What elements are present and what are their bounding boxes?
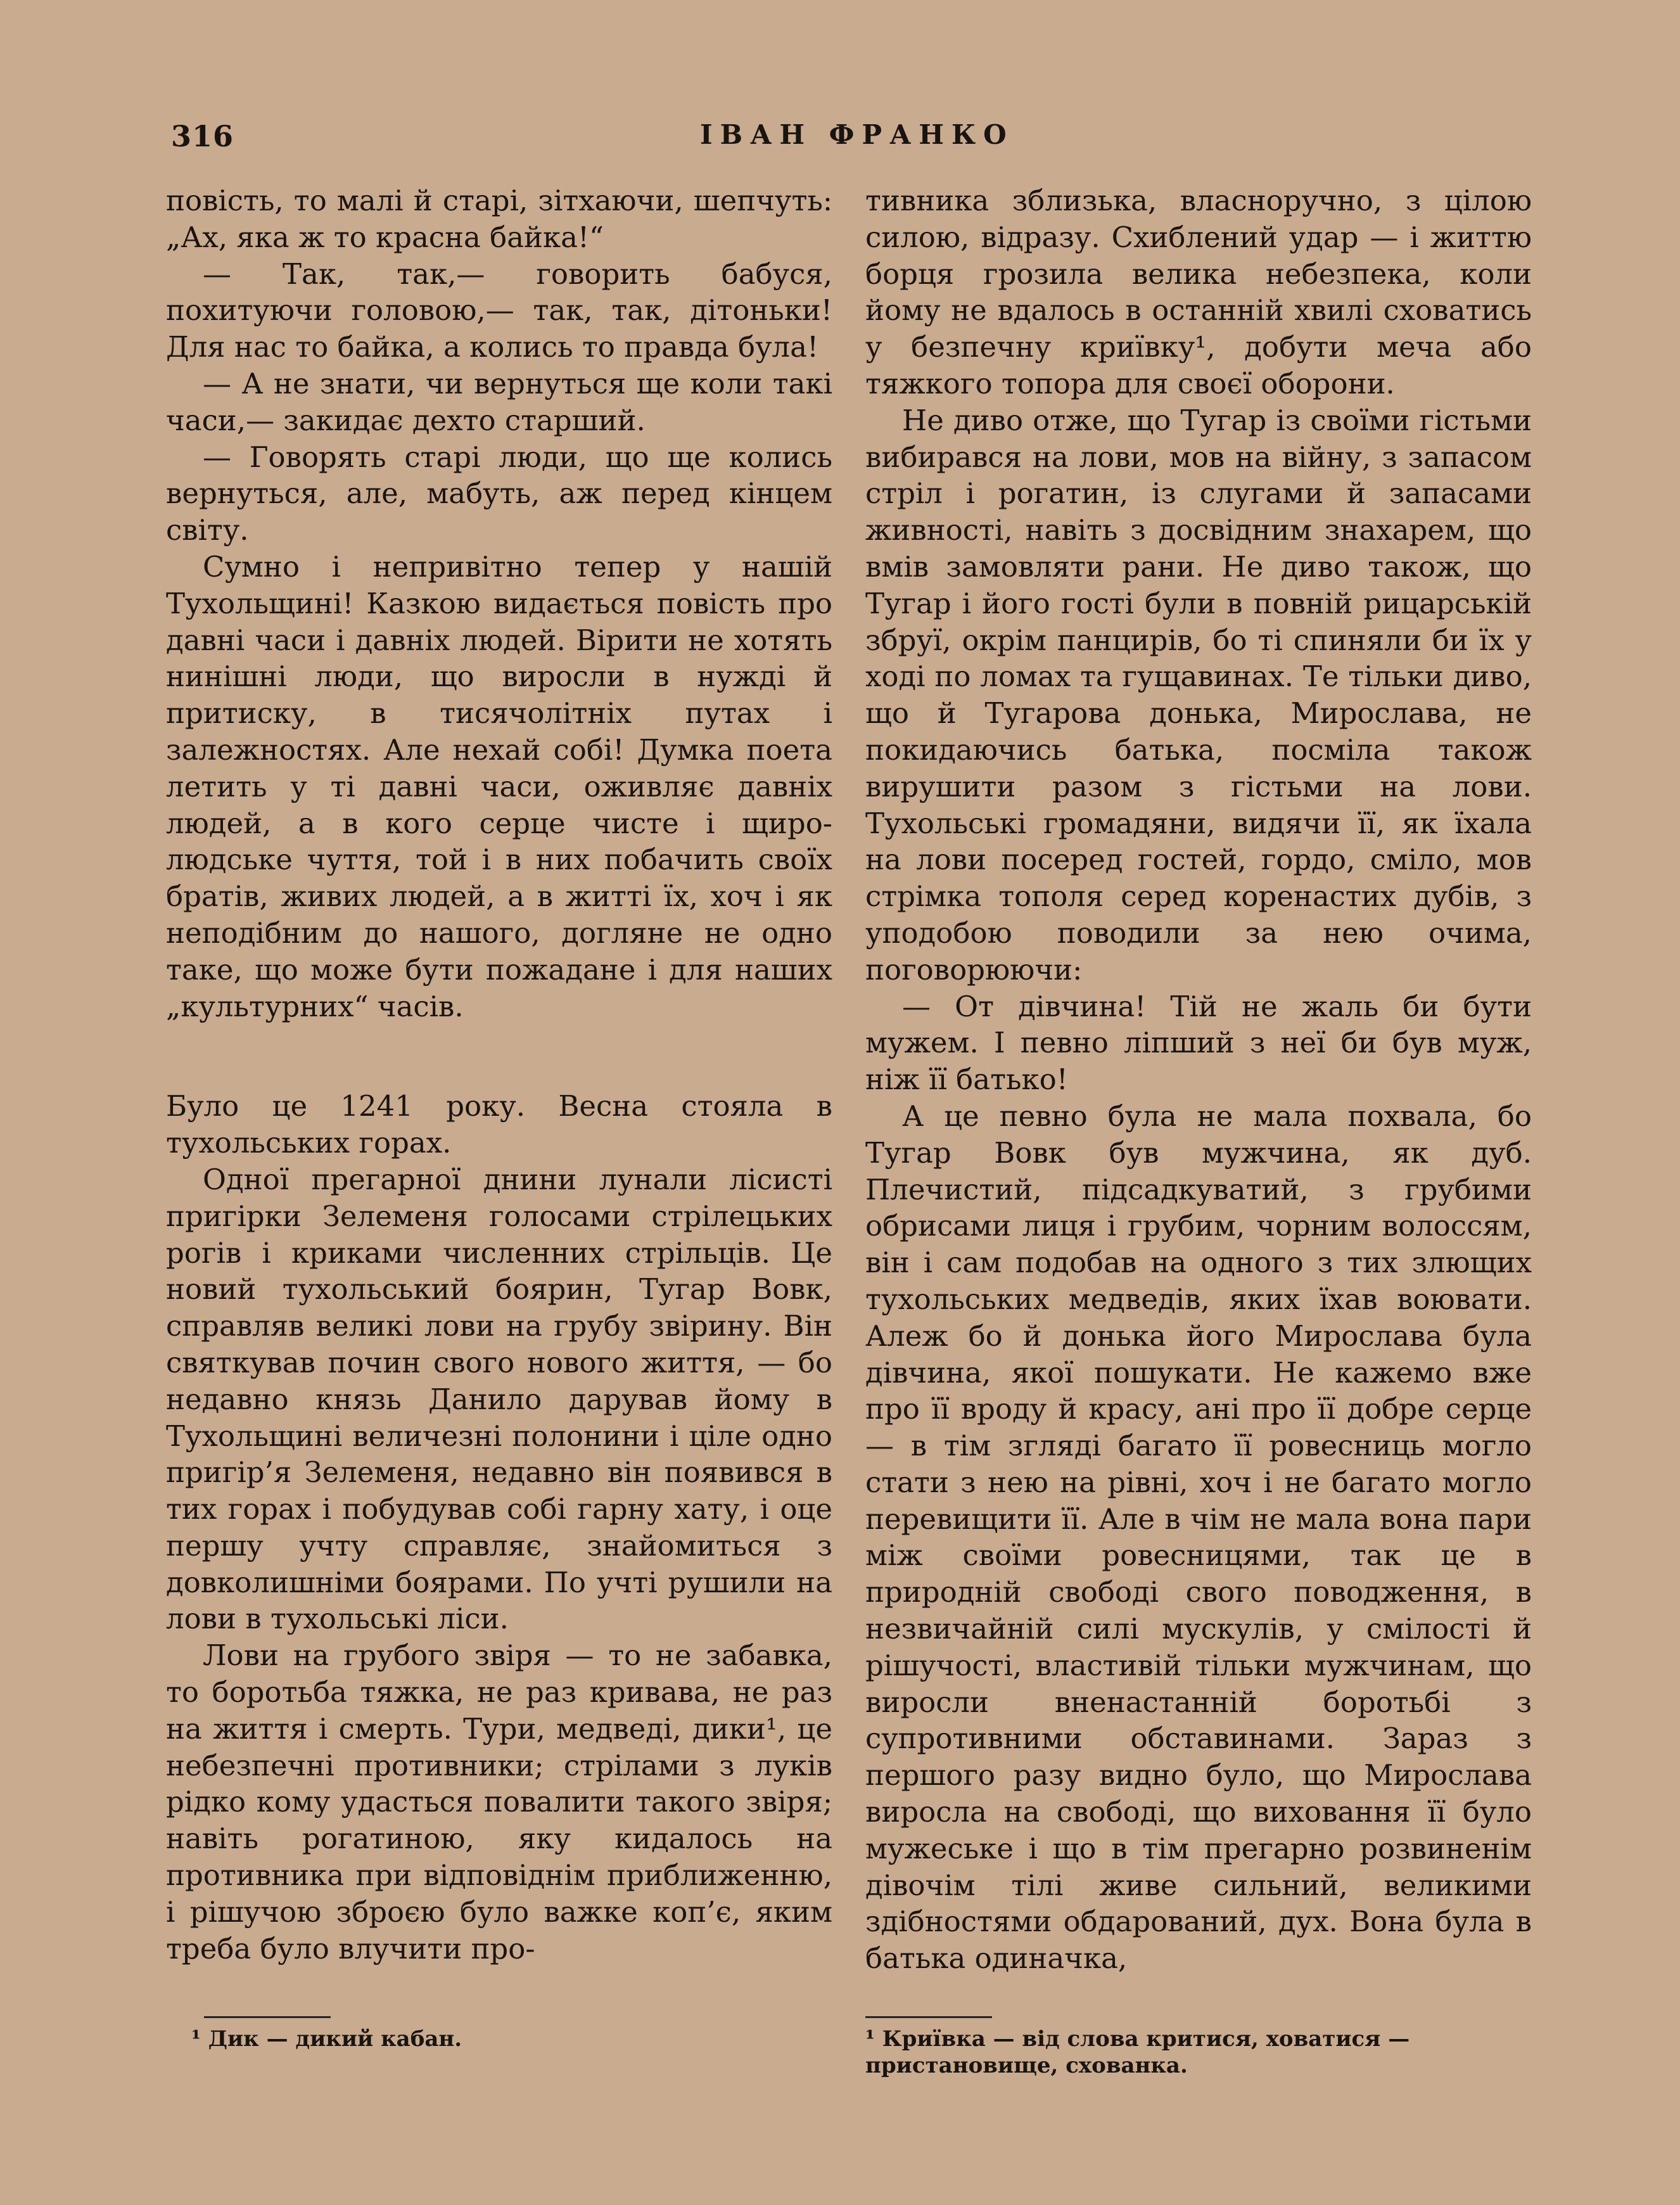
paragraph: тивника зблизька, власноручно, з цілою силою, відразу. Схиблений удар — і життю борця грозила велика небезпека, коли йому не вдалось в останній хвилі сховатись у безпечну криївку¹, добути меча або тяжкого топора для своєї оборони. xyxy=(865,184,1532,400)
footnote-rule xyxy=(865,2016,992,2018)
footnote-rule xyxy=(204,2016,331,2018)
section-break xyxy=(166,1025,832,1088)
paragraph: — Так, так,— говорить бабуся, похитуючи головою,— так, так, дітоньки! Для нас то байка, а колись то правда була! xyxy=(166,257,832,364)
page-header xyxy=(171,119,1508,157)
paragraph: — От дівчина! Тій не жаль би бути мужем. І певно ліпший з неї би був муж, ніж її батько! xyxy=(865,989,1532,1097)
footnote-text: ¹ Криївка — від слова критися, ховатися — пристановище, схованка. xyxy=(865,2026,1410,2078)
running-head: ІВАН ФРАНКО xyxy=(700,119,1014,150)
paragraph: Не диво отже, що Тугар із своїми гістьми вибирався на лови, мов на війну, з запасом стріл і рогатин, із слугами й запасами живності, навіть з досвідним знахарем, що вмів замовляти рани. Не диво також, що Тугар і його гості були в повній рицарській збруї, окрім панцирів, бо ті спиняли би їх у ході по ломах та гущавинах. Те тільки диво, що й Тугарова донька, Мирослава, не покидаючись батька, посміла також вирушити разом з гістьми на лови. Тухольські громадяни, видячи її, як їхала на лови посеред гостей, гордо, сміло, мов стрімка тополя серед коренастих дубів, з уподобою поводили за нею очима, поговорюючи: xyxy=(865,403,1532,987)
right-column xyxy=(865,182,1532,1977)
page-number: 316 xyxy=(171,119,234,153)
paragraph: повість, то малі й старі, зітхаючи, шепчуть: „Ах, яка ж то красна байка!“ xyxy=(166,184,832,254)
footnote-left xyxy=(166,2016,832,2052)
paragraph: А це певно була не мала похвала, бо Тугар Вовк був мужчина, як дуб. Плечистий, підсадкуватий, з грубими обрисами лиця і грубим, чорним волоссям, він і сам подобав на одного з тих злющих тухольських медведів, яких їхав воювати. Алеж бо й донька його Мирослава була дівчина, якої пошукати. Не кажемо вже про її вроду й красу, ані про її добре серце — в тім згляді багато її ровесниць могло стати з нею на рівні, хоч і не багато могло перевищити її. Але в чім не мала вона пари між своїми ровесницями, так це в природній свободі свого поводження, в незвичайній силі мускулів, у смілості й рішучості, властивій тільки мужчинам, що виросли вненастанній боротьбі з супротивними обставинами. Зараз з першого разу видно було, що Мирослава виросла на свободі, що виховання її було мужеське і що в тім прегарно розвиненім дівочім тілі живе сильний, великими здібностями обдарований, дух. Вона була в батька одиначка, xyxy=(865,1099,1532,1976)
footnote-text: ¹ Дик — дикий кабан. xyxy=(191,2026,462,2052)
paragraph: Одної прегарної днини лунали лісисті пригірки Зелеменя голосами стрілецьких рогів і криками численних стрільців. Це новий тухольський боярин, Тугар Вовк, справляв великі лови на грубу звірину. Він святкував почин свого нового життя, — бо недавно князь Данило дарував йому в Тухольщині величезні полонини і ціле одно пригір’я Зелеменя, недавно він появився в тих горах і побудував собі гарну хату, і оце першу учту справляє, знайомиться з довколишніми боярами. По учті рушили на лови в тухольські ліси. xyxy=(166,1162,832,1636)
left-column xyxy=(166,182,832,1967)
footnote-right xyxy=(865,2016,1532,2079)
paragraph: Було це 1241 року. Весна стояла в тухольських горах. xyxy=(166,1089,832,1160)
paragraph: — А не знати, чи вернуться ще коли такі часи,— закидає дехто старший. xyxy=(166,366,832,437)
paragraph: — Говорять старі люди, що ще колись вернуться, але, мабуть, аж перед кінцем світу. xyxy=(166,440,832,547)
paragraph: Лови на грубого звіря — то не забавка, то боротьба тяжка, не раз кривава, не раз на життя і смерть. Тури, медведі, дики¹, це небезпечні противники; стрілами з луків рідко кому удасться повалити такого звіря; навіть рогатиною, яку кидалось на противника при відповіднім приближенню, і рішучою зброєю було важке коп’є, яким треба було влучити про- xyxy=(166,1639,832,1965)
paragraph: Сумно і непривітно тепер у нашій Тухольщині! Казкою видається повість про давні часи і давніх людей. Вірити не хотять нинішні люди, що виросли в нужді й притиску, в тисячолітніх путах і залежностях. Але нехай собі! Думка поета летить у ті давні часи, оживляє давніх людей, а в кого серце чисте і щиро-людське чуття, той і в них побачить своїх братів, живих людей, а в житті їх, хоч і як неподібним до нашого, догляне не одно таке, що може бути пожадане і для наших „культурних“ часів. xyxy=(166,549,832,1023)
